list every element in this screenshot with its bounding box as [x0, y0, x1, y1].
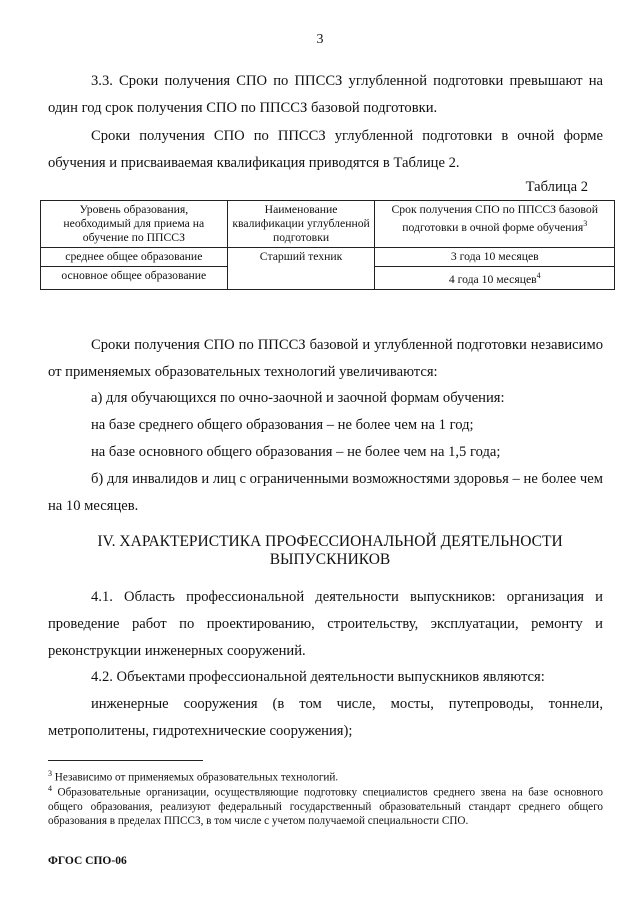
paragraph-terms-increase: Сроки получения СПО по ППССЗ базовой и углубленной подготовки независимо от применяемых образовательных технологий увеличиваются:: [48, 337, 603, 380]
list-item-secondary: на базе среднего общего образования – не более чем на 1 год;: [91, 417, 474, 433]
table-cell-level: среднее общее образование: [41, 248, 228, 267]
header-term-text: Срок получения СПО по ППССЗ базовой подготовки в очной форме обучения: [391, 203, 598, 234]
footnote-ref: 3: [583, 219, 588, 228]
footnote-text: Независимо от применяемых образовательных технологий.: [54, 771, 339, 784]
footnote-mark: 4: [48, 784, 52, 793]
paragraph-table-intro: Сроки получения СПО по ППССЗ углубленной подготовки в очной форме обучения и присваиваемая квалификация приводятся в Таблице 2.: [48, 128, 603, 171]
table-header-cell: Уровень образования, необходимый для приема на обучение по ППССЗ: [41, 201, 228, 248]
paragraph-4-2: 4.2. Объектами профессиональной деятельности выпускников являются:: [91, 669, 545, 685]
term-text: 4 года 10 месяцев: [448, 272, 537, 286]
list-item-basic: на базе основного общего образования – не более чем на 1,5 года;: [91, 444, 501, 460]
table-cell-qualification: Старший техник: [227, 248, 375, 290]
footnote-text: Образовательные организации, осуществляющие подготовку специалистов среднего звена на базе основного общего образования, реализуют федеральный государственный образовательный стандарт среднего общего образования в пределах ППССЗ, в том числе с учетом получаемой специальности СПО.: [48, 786, 603, 827]
table-header-row: [41, 201, 615, 248]
paragraph-objects: инженерные сооружения (в том числе, мосты, путепроводы, тоннели, метрополитены, гидротехнические сооружения);: [48, 696, 603, 739]
paragraph-4-1: 4.1. Область профессиональной деятельности выпускников: организация и проведение работ по проектированию, строительству, эксплуатации, ремонту и реконструкции инженерных сооружений.: [48, 589, 603, 659]
table-cell-term: 3 года 10 месяцев: [375, 248, 615, 267]
table-row: [41, 248, 615, 267]
qualification-table: [40, 200, 615, 290]
list-item-b: б) для инвалидов и лиц с ограниченными возможностями здоровья – не более чем на 10 месяцев.: [48, 471, 603, 514]
list-item-a: а) для обучающихся по очно-заочной и заочной формам обучения:: [91, 390, 505, 406]
table-cell-term: [375, 267, 615, 290]
table-header-cell: Наименование квалификации углубленной подготовки: [227, 201, 375, 248]
footnote-mark: 3: [48, 769, 52, 778]
table-caption: Таблица 2: [525, 179, 588, 195]
document-code: ФГОС СПО-06: [48, 855, 127, 867]
footnote-4: [48, 782, 603, 828]
footnote-ref: 4: [536, 271, 541, 280]
table-cell-level: основное общее образование: [41, 267, 228, 290]
paragraph-3-3: 3.3. Сроки получения СПО по ППССЗ углубленной подготовки превышают на один год срок получения СПО по ППССЗ базовой подготовки.: [48, 73, 603, 116]
footnote-divider: [48, 760, 203, 761]
table-header-cell: [375, 201, 615, 248]
page-number: 3: [316, 32, 324, 47]
section-heading: IV. ХАРАКТЕРИСТИКА ПРОФЕССИОНАЛЬНОЙ ДЕЯТЕЛЬНОСТИ ВЫПУСКНИКОВ: [97, 533, 563, 568]
